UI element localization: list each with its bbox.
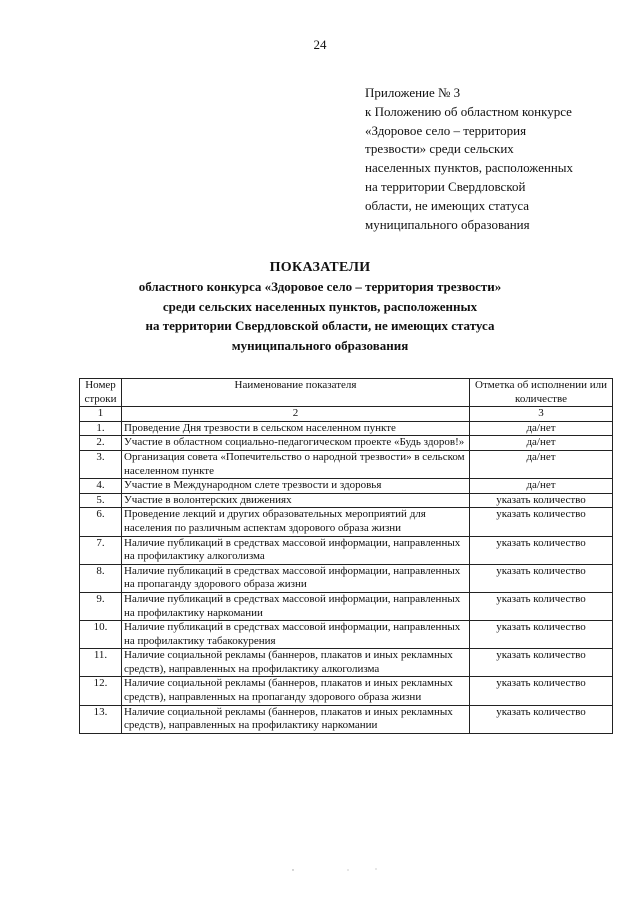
appendix-line: к Положению об областном конкурсе	[365, 103, 572, 119]
row-number: 4.	[80, 479, 122, 494]
table-header-row	[80, 379, 613, 407]
table-row	[80, 421, 613, 436]
appendix-line: трезвости» среди сельских	[365, 141, 514, 157]
indicator-mark: указать количество	[470, 705, 613, 733]
indicator-mark: да/нет	[470, 421, 613, 436]
row-number: 12.	[80, 677, 122, 705]
indicator-name: Участие в областном социально-педагогическом проекте «Будь здоров!»	[122, 436, 470, 451]
indicator-name: Наличие социальной рекламы (баннеров, плакатов и иных рекламных средств), направленных на профилактику алкоголизма	[122, 649, 470, 677]
indicator-name: Участие в Международном слете трезвости и здоровья	[122, 479, 470, 494]
table-row	[80, 436, 613, 451]
row-number: 7.	[80, 536, 122, 564]
heading-title: ПОКАЗАТЕЛИ	[269, 260, 371, 275]
indicator-name: Проведение Дня трезвости в сельском населенном пункте	[122, 421, 470, 436]
header-row-number: Номер строки	[80, 379, 122, 407]
appendix-line: Приложение № 3	[365, 85, 461, 100]
heading-line: областного конкурса «Здоровое село – территория трезвости»	[138, 279, 502, 295]
appendix-line: муниципального образования	[365, 216, 530, 232]
appendix-line: области, не имеющих статуса	[365, 197, 530, 213]
table-row	[80, 508, 613, 536]
table-column-number-row	[80, 407, 613, 422]
document-heading	[0, 258, 640, 355]
indicator-name: Участие в волонтерских движениях	[122, 493, 470, 508]
indicator-name: Наличие публикаций в средствах массовой информации, направленных на профилактику наркомании	[122, 592, 470, 620]
heading-line: муниципального образования	[231, 337, 409, 353]
column-number: 2	[122, 407, 470, 422]
table-body	[80, 421, 613, 733]
row-number: 3.	[80, 450, 122, 478]
row-number: 2.	[80, 436, 122, 451]
row-number: 13.	[80, 705, 122, 733]
indicator-mark: указать количество	[470, 677, 613, 705]
column-number: 1	[80, 407, 122, 422]
indicator-mark: указать количество	[470, 592, 613, 620]
indicator-name: Наличие социальной рекламы (баннеров, плакатов и иных рекламных средств), направленных на профилактику наркомании	[122, 705, 470, 733]
row-number: 8.	[80, 564, 122, 592]
appendix-line: населенных пунктов, расположенных	[365, 160, 574, 176]
indicator-mark: указать количество	[470, 621, 613, 649]
appendix-line: «Здоровое село – территория	[365, 122, 527, 138]
indicator-mark: да/нет	[470, 479, 613, 494]
heading-line: среди сельских населенных пунктов, расположенных	[162, 298, 478, 314]
table-row	[80, 621, 613, 649]
table-row	[80, 677, 613, 705]
indicator-name: Организация совета «Попечительство о народной трезвости» в сельском населенном пункте	[122, 450, 470, 478]
indicator-mark: да/нет	[470, 450, 613, 478]
table-row	[80, 479, 613, 494]
indicator-mark: указать количество	[470, 649, 613, 677]
appendix-line: на территории Свердловской	[365, 178, 526, 194]
indicator-mark: указать количество	[470, 564, 613, 592]
page-number: 24	[313, 37, 327, 52]
table-row	[80, 450, 613, 478]
table-row	[80, 493, 613, 508]
column-number: 3	[470, 407, 613, 422]
indicators-table	[79, 378, 613, 734]
indicator-name: Наличие социальной рекламы (баннеров, плакатов и иных рекламных средств), направленных на пропаганду здорового образа жизни	[122, 677, 470, 705]
indicator-mark: указать количество	[470, 536, 613, 564]
indicator-mark: да/нет	[470, 436, 613, 451]
appendix-note	[365, 84, 627, 234]
row-number: 5.	[80, 493, 122, 508]
table-row	[80, 649, 613, 677]
scan-specks	[290, 867, 380, 873]
row-number: 10.	[80, 621, 122, 649]
indicator-name: Проведение лекций и других образовательных мероприятий для населения по различным аспектам здорового образа жизни	[122, 508, 470, 536]
row-number: 9.	[80, 592, 122, 620]
header-mark: Отметка об исполнении или количестве	[470, 379, 613, 407]
indicator-mark: указать количество	[470, 508, 613, 536]
table-row	[80, 705, 613, 733]
header-indicator-name: Наименование показателя	[122, 379, 470, 407]
row-number: 1.	[80, 421, 122, 436]
indicator-name: Наличие публикаций в средствах массовой информации, направленных на профилактику алкоголизма	[122, 536, 470, 564]
row-number: 11.	[80, 649, 122, 677]
indicator-name: Наличие публикаций в средствах массовой информации, направленных на профилактику табакокурения	[122, 621, 470, 649]
indicator-mark: указать количество	[470, 493, 613, 508]
table-row	[80, 536, 613, 564]
indicator-name: Наличие публикаций в средствах массовой информации, направленных на пропаганду здорового образа жизни	[122, 564, 470, 592]
heading-line: на территории Свердловской области, не имеющих статуса	[145, 318, 495, 334]
table-row	[80, 592, 613, 620]
table-row	[80, 564, 613, 592]
row-number: 6.	[80, 508, 122, 536]
